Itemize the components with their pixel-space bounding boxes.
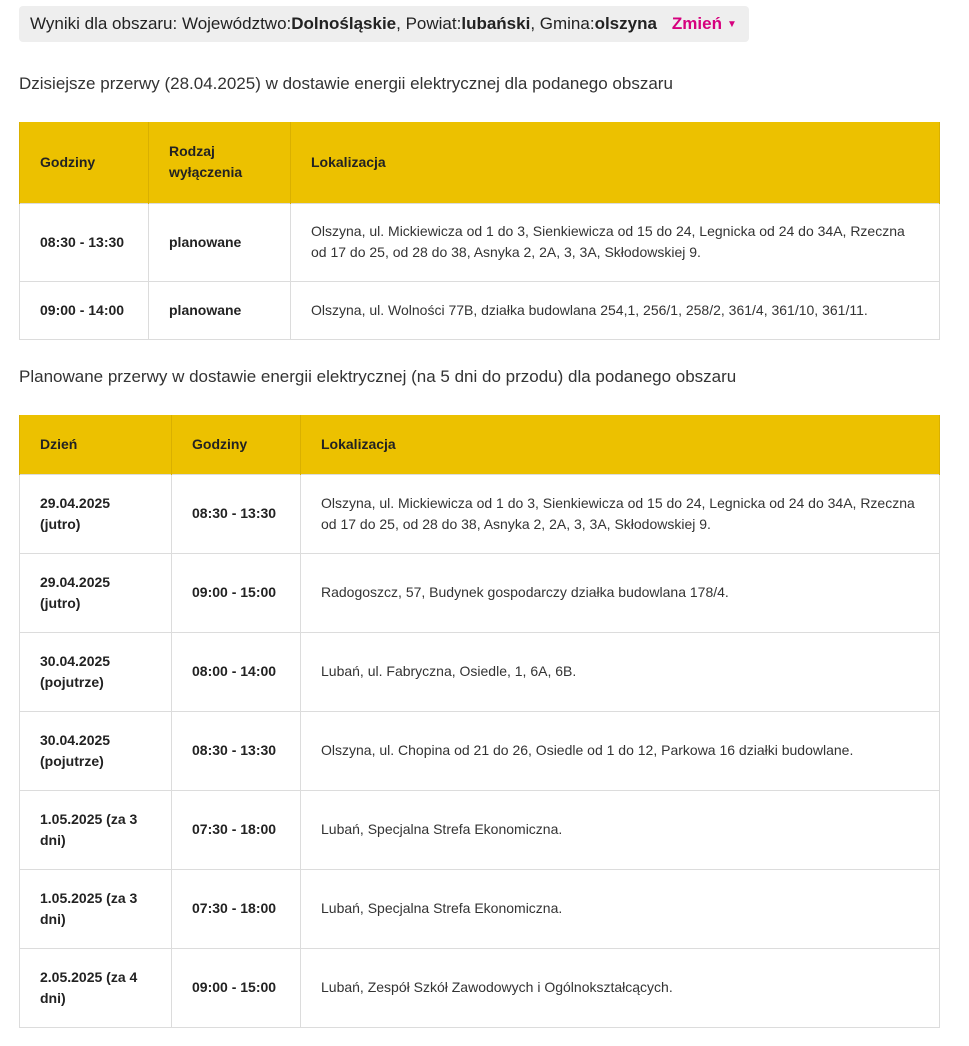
cell-location: Lubań, Specjalna Strefa Ekonomiczna. <box>301 869 940 948</box>
cell-location: Olszyna, ul. Chopina od 21 do 26, Osiedle od 1 do 12, Parkowa 16 działki budowlane. <box>301 711 940 790</box>
table-row <box>20 281 940 339</box>
change-area-button[interactable] <box>672 14 737 34</box>
cell-day: 29.04.2025 (jutro) <box>20 474 172 553</box>
cell-day: 30.04.2025 (pojutrze) <box>20 632 172 711</box>
area-voivodeship: Dolnośląskie <box>291 14 397 33</box>
cell-type: planowane <box>149 203 291 281</box>
table-row <box>20 474 940 553</box>
column-header-location: Lokalizacja <box>301 415 940 474</box>
planned-outages-title: Planowane przerwy w dostawie energii elektrycznej (na 5 dni do przodu) dla podanego obszaru <box>19 367 737 386</box>
area-commune: olszyna <box>594 14 657 33</box>
cell-day: 30.04.2025 (pojutrze) <box>20 711 172 790</box>
cell-location: Lubań, ul. Fabryczna, Osiedle, 1, 6A, 6B. <box>301 632 940 711</box>
cell-location: Radogoszcz, 57, Budynek gospodarczy działka budowlana 178/4. <box>301 553 940 632</box>
cell-hours: 09:00 - 15:00 <box>172 948 301 1027</box>
cell-hours: 08:30 - 13:30 <box>172 474 301 553</box>
cell-day: 29.04.2025 (jutro) <box>20 553 172 632</box>
table-row <box>20 948 940 1027</box>
planned-outages-table <box>19 415 940 1028</box>
table-row <box>20 203 940 281</box>
cell-hours: 08:30 - 13:30 <box>20 203 149 281</box>
cell-hours: 07:30 - 18:00 <box>172 869 301 948</box>
cell-day: 1.05.2025 (za 3 dni) <box>20 790 172 869</box>
cell-hours: 09:00 - 14:00 <box>20 281 149 339</box>
column-header-hours: Godziny <box>172 415 301 474</box>
cell-hours: 09:00 - 15:00 <box>172 553 301 632</box>
column-header-type: Rodzaj wyłączenia <box>149 122 291 203</box>
cell-location: Olszyna, ul. Wolności 77B, działka budowlana 254,1, 256/1, 258/2, 361/4, 361/10, 361/11. <box>291 281 940 339</box>
cell-day: 1.05.2025 (za 3 dni) <box>20 869 172 948</box>
change-area-label: Zmień <box>671 14 722 33</box>
cell-hours: 07:30 - 18:00 <box>172 790 301 869</box>
table-row <box>20 711 940 790</box>
table-header-row <box>20 122 940 203</box>
area-county: lubański <box>461 14 531 33</box>
cell-location: Lubań, Zespół Szkół Zawodowych i Ogólnokształcących. <box>301 948 940 1027</box>
cell-location: Olszyna, ul. Mickiewicza od 1 do 3, Sienkiewicza od 15 do 24, Legnicka od 24 do 34A, Rzeczna od 17 do 25, od 28 do 38, Asnyka 2, 2A, 3, 3A, Skłodowskiej 9. <box>291 203 940 281</box>
column-header-hours: Godziny <box>20 122 149 203</box>
area-summary <box>19 6 749 42</box>
table-header-row <box>20 415 940 474</box>
cell-day: 2.05.2025 (za 4 dni) <box>20 948 172 1027</box>
table-row <box>20 553 940 632</box>
area-prefix: Wyniki dla obszaru: Województwo: <box>30 14 292 33</box>
column-header-day: Dzień <box>20 415 172 474</box>
table-row <box>20 869 940 948</box>
table-row <box>20 632 940 711</box>
area-county-label: , Powiat: <box>396 14 462 33</box>
cell-hours: 08:30 - 13:30 <box>172 711 301 790</box>
caret-down-icon: ▼ <box>726 18 737 30</box>
column-header-location: Lokalizacja <box>291 122 940 203</box>
area-commune-label: , Gmina: <box>530 14 595 33</box>
table-row <box>20 790 940 869</box>
today-outages-table <box>19 122 940 340</box>
today-outages-title: Dzisiejsze przerwy (28.04.2025) w dostawie energii elektrycznej dla podanego obszaru <box>19 74 673 93</box>
cell-location: Lubań, Specjalna Strefa Ekonomiczna. <box>301 790 940 869</box>
cell-hours: 08:00 - 14:00 <box>172 632 301 711</box>
cell-type: planowane <box>149 281 291 339</box>
cell-location: Olszyna, ul. Mickiewicza od 1 do 3, Sienkiewicza od 15 do 24, Legnicka od 24 do 34A, Rzeczna od 17 do 25, od 28 do 38, Asnyka 2, 2A, 3, 3A, Skłodowskiej 9. <box>301 474 940 553</box>
